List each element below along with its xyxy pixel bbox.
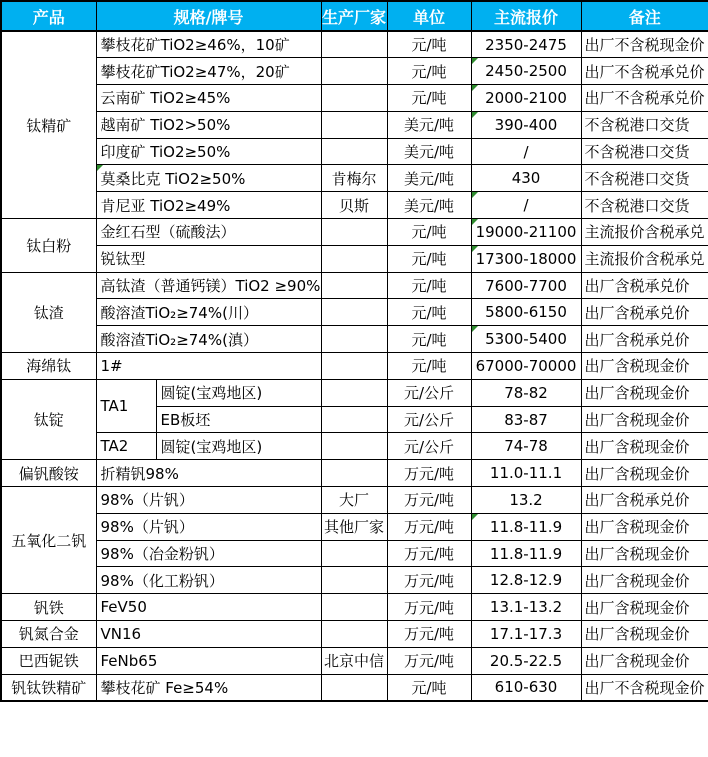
cell-unit[interactable]: 万元/吨 [387,567,471,594]
cell-note[interactable]: 不含税港口交货 [581,192,708,219]
header-cell-price[interactable]: 主流报价 [471,1,581,31]
cell-price[interactable]: 74-78 [471,433,581,460]
cell-product[interactable]: 钒铁 [1,594,96,621]
cell-price[interactable] [471,326,581,353]
cell-manufacturer[interactable]: 其他厂家 [321,513,387,540]
cell-spec[interactable]: 云南矿 TiO2≥45% [96,85,321,112]
cell-unit[interactable]: 万元/吨 [387,540,471,567]
cell-note[interactable]: 出厂不含税现金价 [581,31,708,58]
cell-spec[interactable]: 酸溶渣TiO₂≥74%(川） [96,299,321,326]
cell-manufacturer[interactable] [321,111,387,138]
table-row [1,245,708,272]
cell-unit[interactable]: 元/吨 [387,326,471,353]
comment-flag-icon [472,85,478,91]
price-value: / [523,196,529,215]
cell-spec[interactable]: 越南矿 TiO2>50% [96,111,321,138]
cell-spec[interactable]: 98%（冶金粉钒） [96,540,321,567]
table-row [1,58,708,85]
cell-manufacturer[interactable] [321,540,387,567]
cell-product[interactable]: 钛精矿 [1,31,96,219]
cell-note[interactable]: 主流报价含税承兑 [581,245,708,272]
table-row [1,460,708,487]
cell-spec[interactable]: 攀枝花矿 Fe≥54% [96,674,321,701]
cell-note[interactable]: 主流报价含税承兑 [581,219,708,246]
cell-price[interactable] [471,192,581,219]
cell-manufacturer[interactable] [321,245,387,272]
cell-price[interactable]: 7600-7700 [471,272,581,299]
comment-flag-icon [472,514,478,520]
cell-note[interactable]: 出厂含税现金价 [581,540,708,567]
cell-unit[interactable]: 元/吨 [387,353,471,380]
header-cell-product[interactable]: 产品 [1,1,96,31]
table-row [1,433,708,460]
cell-spec[interactable] [96,165,321,192]
cell-note[interactable]: 不含税港口交货 [581,138,708,165]
cell-spec[interactable]: 肯尼亚 TiO2≥49% [96,192,321,219]
price-value: 2000-2100 [485,88,567,107]
cell-unit[interactable]: 元/公斤 [387,379,471,406]
header-cell-note[interactable]: 备注 [581,1,708,31]
cell-spec[interactable]: 攀枝花矿TiO2≥46%，10矿 [96,31,321,58]
cell-manufacturer[interactable] [321,353,387,380]
comment-flag-icon [472,58,478,64]
cell-unit[interactable]: 万元/吨 [387,460,471,487]
cell-manufacturer[interactable] [321,31,387,58]
cell-manufacturer[interactable] [321,567,387,594]
price-value: 5300-5400 [485,330,567,349]
table-row [1,219,708,246]
table-row [1,594,708,621]
cell-note[interactable]: 出厂含税现金价 [581,513,708,540]
cell-manufacturer[interactable]: 北京中信 [321,647,387,674]
cell-manufacturer[interactable]: 贝斯 [321,192,387,219]
cell-unit[interactable]: 万元/吨 [387,594,471,621]
table-row [1,540,708,567]
header-cell-manufacturer[interactable]: 生产厂家 [321,1,387,31]
cell-price[interactable]: 67000-70000 [471,353,581,380]
table-row [1,192,708,219]
cell-spec-grade[interactable]: TA2 [96,433,156,460]
price-value: 17300-18000 [475,249,577,268]
cell-note[interactable]: 出厂含税现金价 [581,594,708,621]
cell-manufacturer[interactable] [321,674,387,701]
cell-unit[interactable]: 万元/吨 [387,513,471,540]
cell-spec[interactable]: 折精钒98% [96,460,321,487]
cell-spec-form[interactable]: 圆锭(宝鸡地区) [156,433,321,460]
cell-spec-grade[interactable]: TA1 [96,379,156,433]
cell-manufacturer[interactable] [321,379,387,406]
cell-unit[interactable]: 美元/吨 [387,138,471,165]
cell-note[interactable]: 出厂不含税现金价 [581,674,708,701]
table-row [1,165,708,192]
cell-note[interactable]: 出厂含税承兑价 [581,272,708,299]
cell-manufacturer[interactable] [321,433,387,460]
cell-manufacturer[interactable] [321,219,387,246]
cell-product[interactable]: 钛锭 [1,379,96,459]
cell-note[interactable]: 不含税港口交货 [581,165,708,192]
cell-manufacturer[interactable] [321,406,387,433]
cell-unit[interactable]: 元/吨 [387,58,471,85]
cell-note[interactable]: 出厂含税现金价 [581,647,708,674]
cell-spec[interactable]: VN16 [96,621,321,648]
cell-manufacturer[interactable]: 大厂 [321,487,387,514]
cell-manufacturer[interactable] [321,460,387,487]
spec-value: 莫桑比克 TiO2≥50% [100,169,246,188]
cell-price[interactable] [471,513,581,540]
cell-product[interactable]: 五氧化二钒 [1,487,96,594]
table-row [1,567,708,594]
cell-spec[interactable]: FeNb65 [96,647,321,674]
table-row [1,272,708,299]
cell-unit[interactable]: 元/公斤 [387,433,471,460]
table-row [1,326,708,353]
cell-unit[interactable]: 万元/吨 [387,647,471,674]
header-cell-spec[interactable]: 规格/牌号 [96,1,321,31]
cell-spec-form[interactable]: 圆锭(宝鸡地区) [156,379,321,406]
cell-price[interactable]: 20.5-22.5 [471,647,581,674]
cell-unit[interactable]: 元/吨 [387,299,471,326]
cell-price[interactable]: 430 [471,165,581,192]
cell-note[interactable]: 出厂不含税承兑价 [581,58,708,85]
cell-price[interactable]: 5800-6150 [471,299,581,326]
table-row [1,674,708,701]
cell-price[interactable] [471,245,581,272]
price-value: 19000-21100 [475,222,577,241]
table-row [1,138,708,165]
price-value: 11.8-11.9 [489,517,563,536]
comment-flag-icon [472,192,478,198]
cell-price[interactable] [471,85,581,112]
comment-flag-icon [472,326,478,332]
cell-spec[interactable]: 98%（片钒） [96,513,321,540]
cell-manufacturer[interactable] [321,138,387,165]
table-row [1,85,708,112]
cell-price[interactable]: 78-82 [471,379,581,406]
cell-unit[interactable]: 美元/吨 [387,165,471,192]
table-row [1,379,708,406]
cell-price[interactable]: 2350-2475 [471,31,581,58]
cell-price[interactable]: 11.0-11.1 [471,460,581,487]
cell-spec[interactable]: 印度矿 TiO2≥50% [96,138,321,165]
cell-note[interactable]: 出厂含税承兑价 [581,326,708,353]
cell-spec[interactable]: 锐钛型 [96,245,321,272]
cell-product[interactable]: 钛白粉 [1,219,96,273]
cell-price[interactable]: 11.8-11.9 [471,540,581,567]
cell-manufacturer[interactable] [321,58,387,85]
table-row [1,647,708,674]
cell-product[interactable]: 偏钒酸铵 [1,460,96,487]
cell-manufacturer[interactable]: 肯梅尔 [321,165,387,192]
cell-price[interactable] [471,111,581,138]
cell-spec[interactable]: 金红石型（硫酸法） [96,219,321,246]
cell-note[interactable]: 出厂含税现金价 [581,406,708,433]
cell-note[interactable]: 出厂含税现金价 [581,460,708,487]
cell-note[interactable]: 出厂含税现金价 [581,379,708,406]
cell-spec[interactable]: 98%（化工粉钒） [96,567,321,594]
cell-unit[interactable]: 美元/吨 [387,192,471,219]
cell-price[interactable]: 17.1-17.3 [471,621,581,648]
cell-spec[interactable]: 1# [96,353,321,380]
cell-note[interactable]: 出厂含税现金价 [581,567,708,594]
cell-spec[interactable]: FeV50 [96,594,321,621]
header-cell-unit[interactable]: 单位 [387,1,471,31]
cell-unit[interactable]: 元/吨 [387,674,471,701]
cell-price[interactable]: 13.1-13.2 [471,594,581,621]
cell-spec[interactable]: 酸溶渣TiO₂≥74%(滇） [96,326,321,353]
cell-price[interactable] [471,219,581,246]
cell-note[interactable]: 出厂含税承兑价 [581,299,708,326]
cell-price[interactable]: / [471,138,581,165]
cell-product[interactable]: 钒氮合金 [1,621,96,648]
cell-price[interactable]: 83-87 [471,406,581,433]
cell-unit[interactable]: 万元/吨 [387,487,471,514]
comment-flag-icon [472,219,478,225]
cell-unit[interactable]: 元/公斤 [387,406,471,433]
cell-price[interactable]: 13.2 [471,487,581,514]
cell-product[interactable]: 钛渣 [1,272,96,352]
cell-spec[interactable]: 攀枝花矿TiO2≥47%，20矿 [96,58,321,85]
cell-spec[interactable]: 98%（片钒） [96,487,321,514]
cell-note[interactable]: 出厂含税现金价 [581,433,708,460]
cell-note[interactable]: 不含税港口交货 [581,111,708,138]
cell-note[interactable]: 出厂含税承兑价 [581,487,708,514]
cell-product[interactable]: 钒钛铁精矿 [1,674,96,701]
cell-note[interactable]: 出厂含税现金价 [581,621,708,648]
cell-unit[interactable]: 元/吨 [387,31,471,58]
table-row [1,621,708,648]
comment-flag-icon [97,165,103,171]
table-row [1,487,708,514]
cell-price[interactable] [471,58,581,85]
cell-unit[interactable]: 元/吨 [387,219,471,246]
cell-manufacturer[interactable] [321,299,387,326]
cell-manufacturer[interactable] [321,621,387,648]
header-row [1,1,708,31]
cell-manufacturer[interactable] [321,594,387,621]
table-row [1,353,708,380]
table-row [1,513,708,540]
cell-unit[interactable]: 元/吨 [387,85,471,112]
cell-manufacturer[interactable] [321,326,387,353]
cell-product[interactable]: 海绵钛 [1,353,96,380]
cell-product[interactable]: 巴西铌铁 [1,647,96,674]
cell-note[interactable]: 出厂含税现金价 [581,353,708,380]
cell-unit[interactable]: 万元/吨 [387,621,471,648]
table-row [1,111,708,138]
cell-spec-form[interactable]: EB板坯 [156,406,321,433]
cell-manufacturer[interactable] [321,272,387,299]
comment-flag-icon [472,112,478,118]
comment-flag-icon [472,246,478,252]
cell-price[interactable]: 12.8-12.9 [471,567,581,594]
table-row [1,299,708,326]
cell-note[interactable]: 出厂不含税承兑价 [581,85,708,112]
cell-price[interactable]: 610-630 [471,674,581,701]
cell-manufacturer[interactable] [321,85,387,112]
price-value: 390-400 [494,115,558,134]
table-row [1,31,708,58]
cell-unit[interactable]: 元/吨 [387,245,471,272]
cell-spec[interactable]: 高钛渣（普通钙镁）TiO2 ≥90% [96,272,321,299]
cell-unit[interactable]: 元/吨 [387,272,471,299]
cell-unit[interactable]: 美元/吨 [387,111,471,138]
price-value: 2450-2500 [485,62,567,81]
